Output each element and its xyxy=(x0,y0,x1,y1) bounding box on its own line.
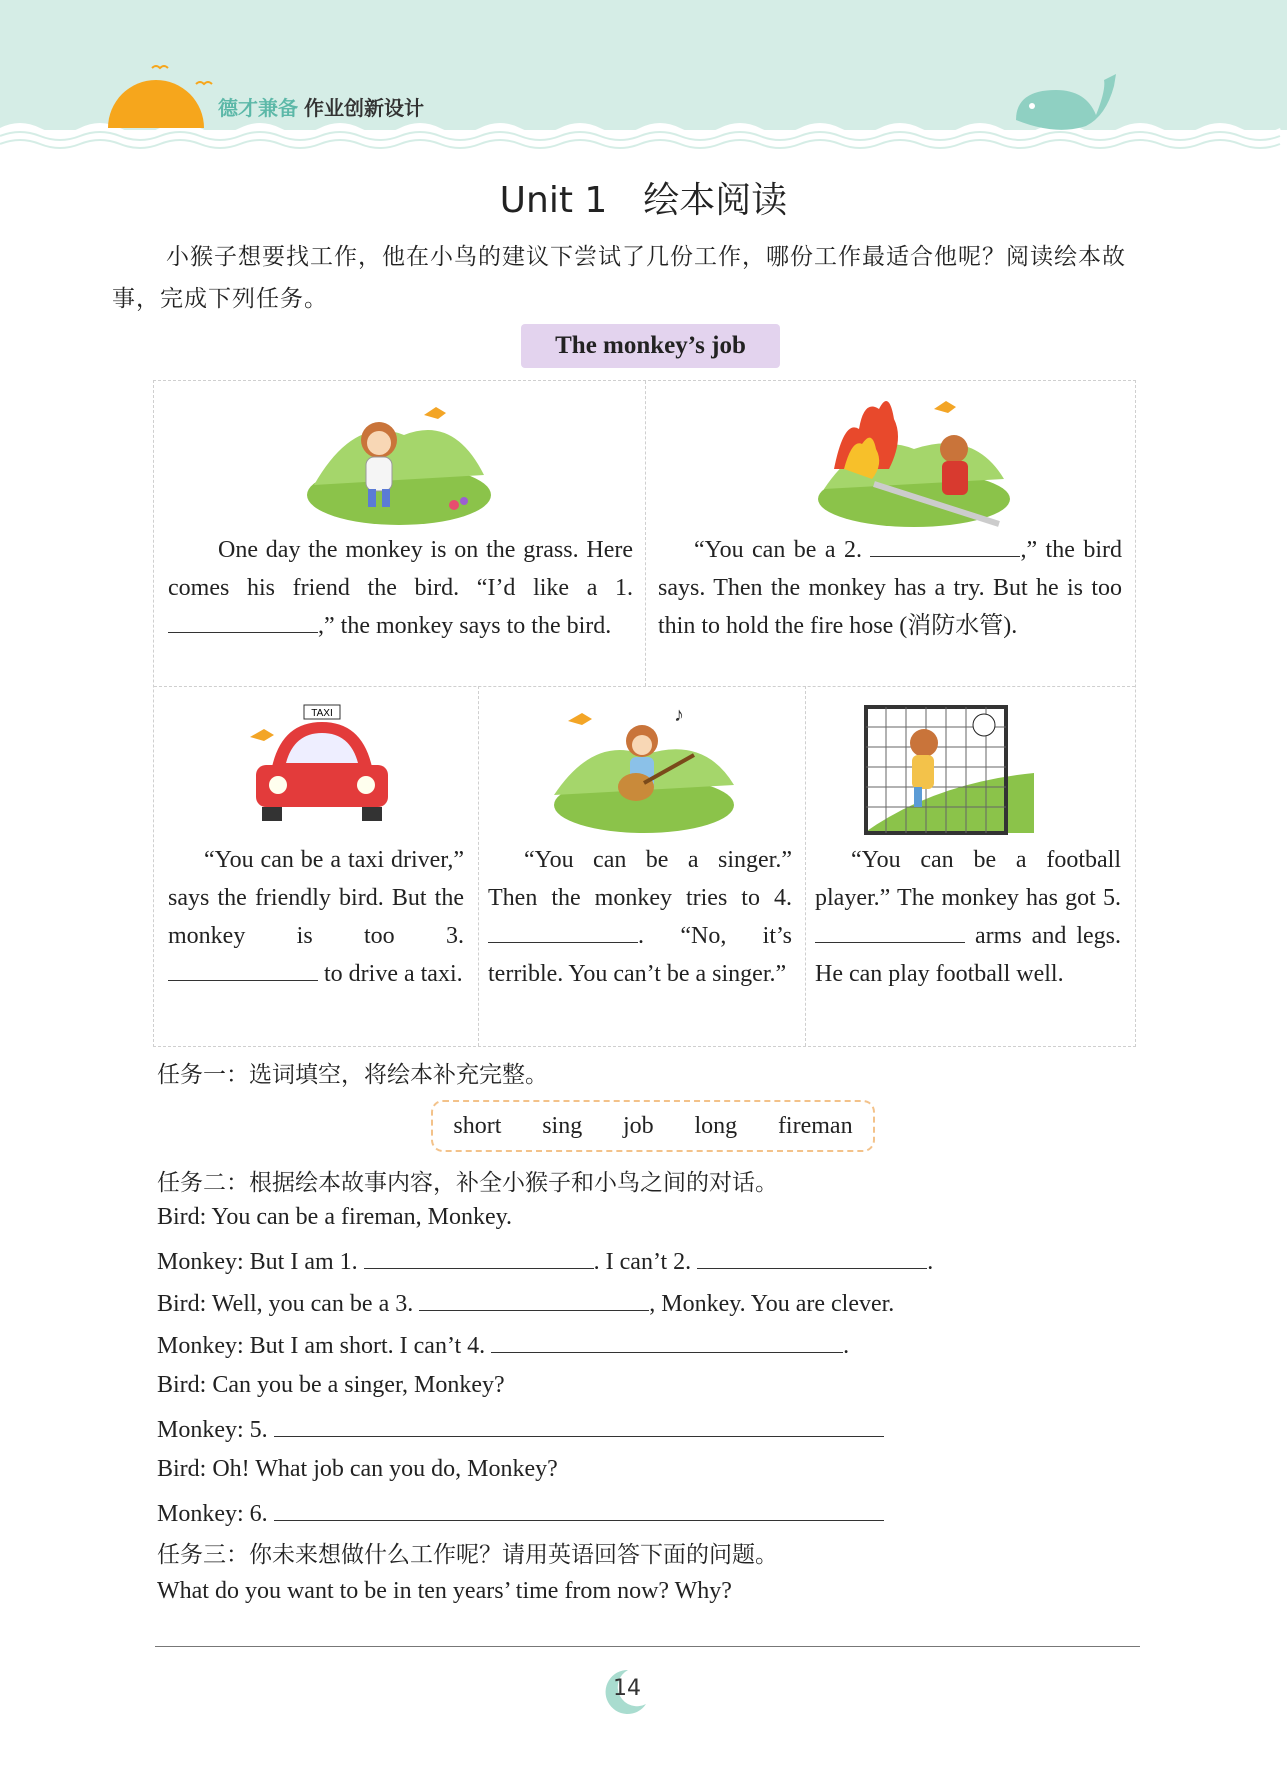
word-bank-item: job xyxy=(623,1112,654,1139)
dialogue-line-7: Bird: Oh! What job can you do, Monkey? xyxy=(157,1456,558,1482)
word-bank-item: fireman xyxy=(777,1112,853,1139)
page-title: Unit 1 绘本阅读 xyxy=(499,180,788,221)
dialogue-line-2-mid: . I can’t 2. xyxy=(593,1249,692,1275)
dialogue-blank-1[interactable] xyxy=(364,1246,594,1269)
blank-4[interactable] xyxy=(488,922,638,943)
story-grid xyxy=(153,380,1136,1047)
grid-divider xyxy=(478,686,479,1046)
grid-divider xyxy=(154,686,1135,687)
dialogue-line-4-end: . xyxy=(843,1333,850,1359)
dialogue-line-4 xyxy=(157,1330,849,1360)
panel-3-text-start: “You can be a taxi driver,” says the friendly bird. But the monkey is too 3. xyxy=(168,847,464,949)
taxi-sign-text: TAXI xyxy=(311,708,333,719)
panel-5-text-start: “You can be a football player.” The monkey has got 5. xyxy=(815,847,1121,911)
word-bank xyxy=(431,1100,875,1152)
story-title: The monkey’s job xyxy=(521,324,780,368)
story-panel-3-text xyxy=(168,841,464,993)
dialogue-line-2-end: . xyxy=(927,1249,934,1275)
panel-3-text-end: to drive a taxi. xyxy=(318,961,463,987)
page-number: 14 xyxy=(613,1676,641,1701)
panel-5-text-end: arms and legs. He can play football well. xyxy=(815,923,1121,987)
task-3-instruction: 任务三：你未来想做什么工作呢？请用英语回答下面的问题。 xyxy=(157,1542,778,1568)
grid-divider xyxy=(805,686,806,1046)
dialogue-line-2 xyxy=(157,1246,933,1276)
dialogue-line-8 xyxy=(157,1498,884,1528)
header-banner xyxy=(0,0,1287,150)
grid-divider xyxy=(645,381,646,686)
brand-label xyxy=(218,92,424,121)
brand-green-text: 德才兼备 xyxy=(218,96,298,120)
word-bank-item: short xyxy=(453,1112,502,1139)
dialogue-blank-2[interactable] xyxy=(697,1246,927,1269)
task-1-instruction: 任务一：选词填空，将绘本补充完整。 xyxy=(157,1062,548,1088)
svg-text:♪: ♪ xyxy=(674,704,684,726)
story-panel-5-text xyxy=(815,841,1121,993)
dialogue-line-4-start: Monkey: But I am short. I can’t 4. xyxy=(157,1333,486,1359)
dialogue-blank-3[interactable] xyxy=(419,1288,649,1311)
brand-dark-text: 作业创新设计 xyxy=(304,96,424,120)
footer-divider xyxy=(155,1646,1140,1647)
panel-1-text-start: One day the monkey is on the grass. Here comes his friend the bird. “I’d like a 1. xyxy=(168,537,633,601)
monkey-on-grass-illustration xyxy=(304,395,494,525)
panel-2-text-end: ,” the bird says. Then the monkey has a try. But he is too thin to hold the fire hose (消防水管). xyxy=(658,537,1122,639)
monkey-fireman-illustration xyxy=(814,389,1014,529)
panel-4-text-start: “You can be a singer.” Then the monkey tries to 4. xyxy=(488,847,792,911)
blank-5[interactable] xyxy=(815,922,965,943)
blank-2[interactable] xyxy=(870,536,1020,557)
word-bank-item: sing xyxy=(542,1112,583,1139)
dialogue-line-3-start: Bird: Well, you can be a 3. xyxy=(157,1291,414,1317)
blank-1[interactable] xyxy=(168,612,318,633)
taxi-illustration xyxy=(242,697,402,827)
header-wave-background xyxy=(0,0,1287,150)
task-3-question: What do you want to be in ten years’ time from now? Why? xyxy=(157,1578,732,1604)
dialogue-line-3 xyxy=(157,1288,894,1318)
blank-3[interactable] xyxy=(168,960,318,981)
dialogue-blank-6[interactable] xyxy=(274,1498,884,1521)
story-panel-2-text xyxy=(658,531,1122,645)
task-2-instruction: 任务二：根据绘本故事内容，补全小猴子和小鸟之间的对话。 xyxy=(157,1170,778,1196)
dialogue-line-6-start: Monkey: 5. xyxy=(157,1417,268,1443)
dialogue-line-2-start: Monkey: But I am 1. xyxy=(157,1249,358,1275)
dialogue-blank-4[interactable] xyxy=(491,1330,843,1353)
panel-4-text-end: . “No, it’s terrible. You can’t be a singer.” xyxy=(488,923,792,987)
dialogue-line-3-end: , Monkey. You are clever. xyxy=(649,1291,895,1317)
monkey-football-illustration xyxy=(844,693,1044,843)
dialogue-line-8-start: Monkey: 6. xyxy=(157,1501,268,1527)
word-bank-item: long xyxy=(694,1112,738,1139)
dialogue-line-6 xyxy=(157,1414,884,1444)
dialogue-line-5: Bird: Can you be a singer, Monkey? xyxy=(157,1372,505,1398)
panel-1-text-end: ,” the monkey says to the bird. xyxy=(318,613,612,639)
story-panel-1-text xyxy=(168,531,633,645)
panel-2-text-start: “You can be a 2. xyxy=(694,537,871,563)
dialogue-blank-5[interactable] xyxy=(274,1414,884,1437)
story-panel-4-text xyxy=(488,841,792,993)
monkey-singer-illustration xyxy=(544,695,744,835)
dialogue-line-1: Bird: You can be a fireman, Monkey. xyxy=(157,1204,513,1230)
intro-paragraph: 小猴子想要找工作，他在小鸟的建议下尝试了几份工作，哪份工作最适合他呢？阅读绘本故事，完成下列任务。 xyxy=(112,244,1126,312)
